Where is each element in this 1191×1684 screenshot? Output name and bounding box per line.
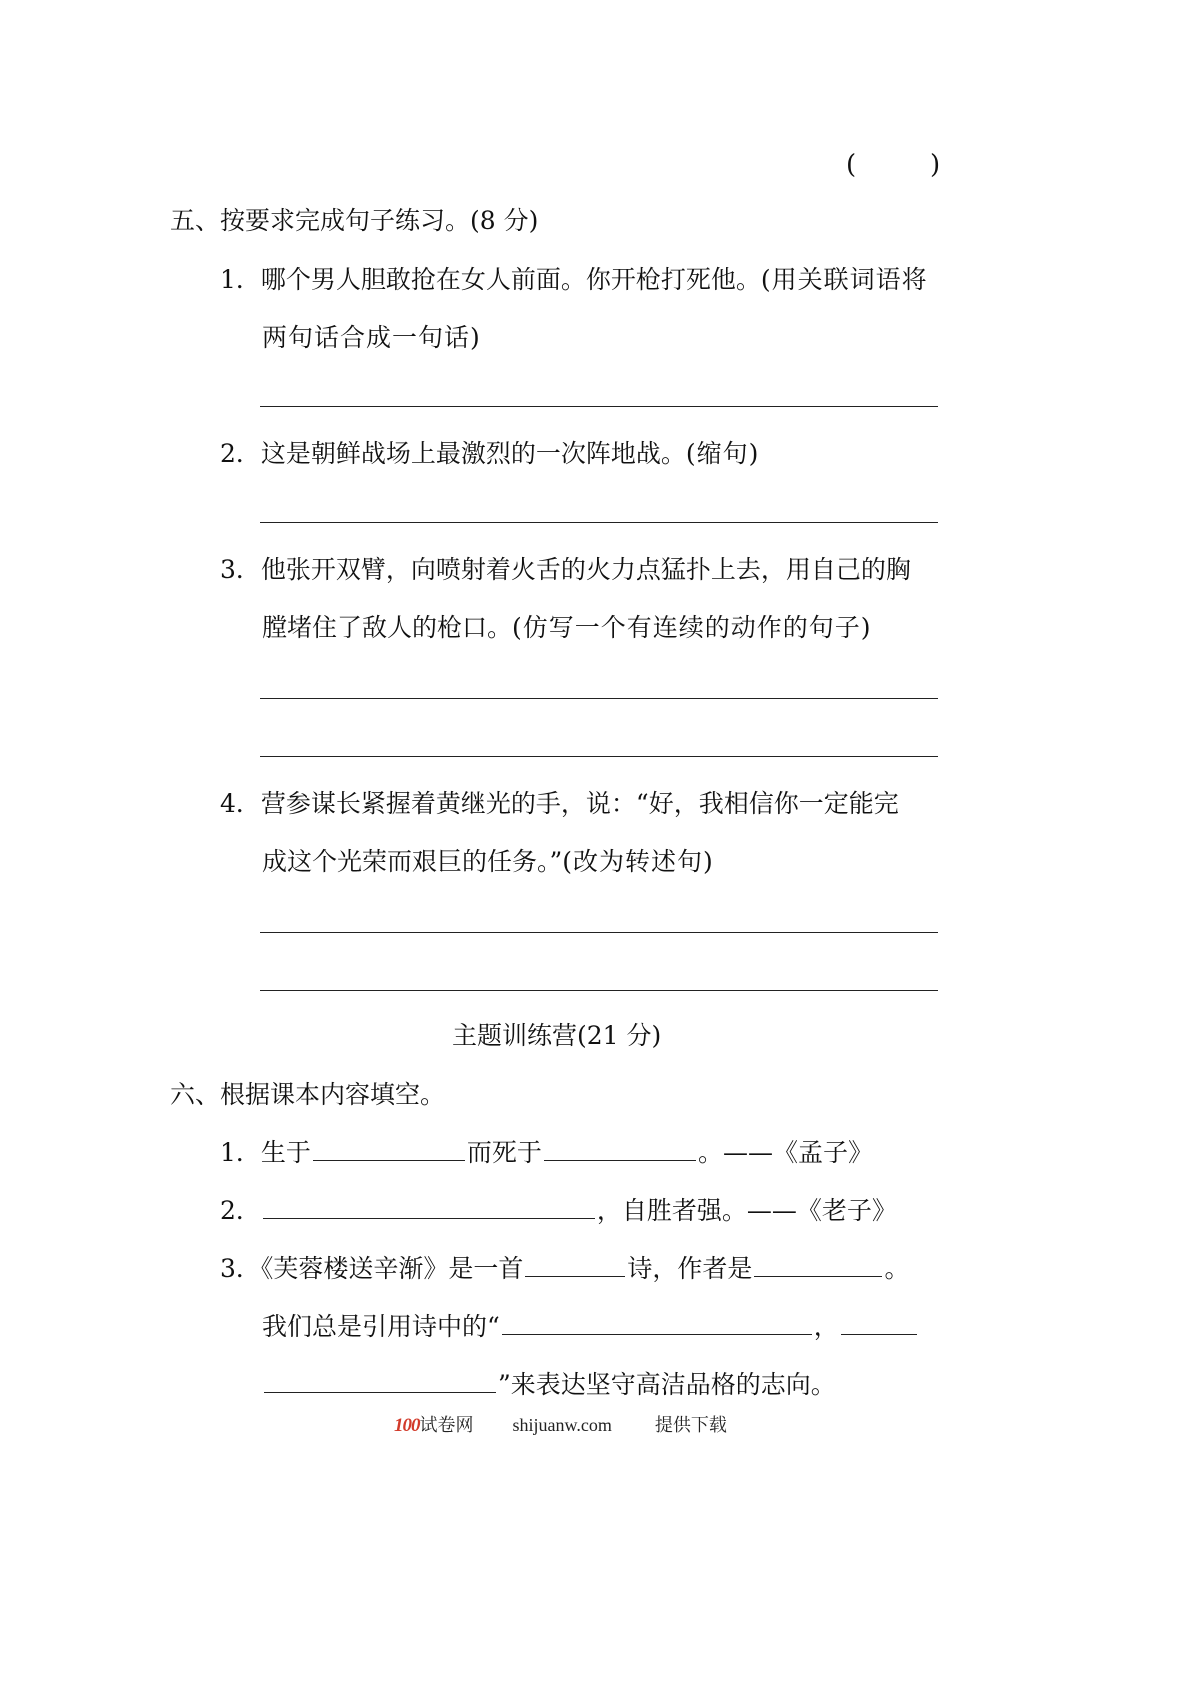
s5-item4-line1: 营参谋长紧握着黄继光的手，说：“好，我相信你一定能完 xyxy=(260,789,899,818)
s5-item1-hint: (用关联词语将 xyxy=(760,265,928,294)
s5-item4-num: 4． xyxy=(220,789,261,818)
footer-site-name: 试卷网 xyxy=(419,1415,474,1435)
s5-item1-line1: 哪个男人胆敢抢在女人前面。你开枪打死他。 xyxy=(260,265,761,294)
s6-q1-blank-2[interactable] xyxy=(544,1136,696,1161)
s6-q1-num: 1． xyxy=(220,1138,261,1167)
answer-paren-open: ( xyxy=(846,150,857,180)
section6-heading: 六、根据课本内容填空。 xyxy=(170,1080,446,1109)
s6-q3-blank-2[interactable] xyxy=(754,1252,882,1277)
s6-q3-blank-1[interactable] xyxy=(525,1252,625,1277)
s5-item1-line2: 两句话合成一句话) xyxy=(262,323,481,352)
s6-q3-a: 《芙蓉楼送辛渐》是一首 xyxy=(260,1254,524,1283)
s5-item2-line1: 这是朝鲜战场上最激烈的一次阵地战。 xyxy=(260,439,686,468)
s5-item2-answer-line[interactable] xyxy=(260,522,938,523)
s6-q3-blank-5[interactable] xyxy=(264,1368,496,1393)
footer xyxy=(394,1413,727,1438)
footer-note: 提供下载 xyxy=(654,1415,727,1435)
s5-item3-line1: 他张开双臂，向喷射着火舌的火力点猛扑上去，用自己的胸 xyxy=(260,555,911,584)
s5-item1-num: 1． xyxy=(220,265,261,294)
s5-item3-text2 xyxy=(262,610,872,646)
s5-item2-text xyxy=(220,436,759,472)
s6-q1-b: 而死于 xyxy=(466,1138,542,1167)
theme-title: 主题训练营(21 分) xyxy=(452,1021,662,1050)
s5-item3-line2: 膛堵住了敌人的枪口。 xyxy=(262,613,513,642)
s6-q3-d: 我们总是引用诗中的“ xyxy=(262,1312,500,1341)
s6-q1 xyxy=(220,1135,873,1171)
s5-item3-num: 3． xyxy=(220,555,261,584)
s6-q3-f: ”来表达坚守高洁品格的志向。 xyxy=(498,1370,836,1399)
s6-q1-c: 。——《孟子》 xyxy=(697,1138,873,1167)
answer-paren-close: ) xyxy=(930,150,941,180)
site-logo: 100 xyxy=(394,1415,420,1436)
s5-item4-answer-line-2[interactable] xyxy=(260,990,938,991)
s6-q2-blank[interactable] xyxy=(263,1194,595,1219)
s5-item1-text xyxy=(220,262,928,298)
s6-q3-b: 诗，作者是 xyxy=(627,1254,753,1283)
s5-item3-answer-line-1[interactable] xyxy=(260,698,938,699)
section5-heading: 五、按要求完成句子练习。(8 分) xyxy=(170,206,539,235)
s6-q1-blank-1[interactable] xyxy=(313,1136,465,1161)
s5-item4-hint: (改为转述句) xyxy=(562,847,714,876)
s6-q2-a: ，自胜者强。——《老子》 xyxy=(596,1196,897,1225)
s6-q3-line2 xyxy=(262,1309,919,1345)
s6-q3-num: 3． xyxy=(220,1254,261,1283)
s6-q2 xyxy=(220,1193,897,1229)
s6-q3-blank-4[interactable] xyxy=(841,1310,917,1335)
s6-q2-num: 2． xyxy=(220,1196,261,1225)
s6-q3-c: 。 xyxy=(884,1254,910,1283)
s5-item1-answer-line[interactable] xyxy=(260,406,938,407)
s5-item3-answer-line-2[interactable] xyxy=(260,756,938,757)
s5-item3-hint: (仿写一个有连续的动作的句子) xyxy=(512,613,872,642)
s6-q3-e: ， xyxy=(813,1312,839,1341)
s5-item3-text xyxy=(220,552,911,588)
s6-q3 xyxy=(220,1251,909,1287)
footer-url[interactable]: shijuanw.com xyxy=(512,1415,612,1435)
s5-item2-hint: (缩句) xyxy=(685,439,760,468)
s5-item4-answer-line-1[interactable] xyxy=(260,932,938,933)
s6-q3-line3 xyxy=(262,1367,836,1403)
s5-item4-text2 xyxy=(262,844,714,880)
s5-item4-text xyxy=(220,786,899,822)
s5-item4-line2: 成这个光荣而艰巨的任务。” xyxy=(262,847,563,876)
s5-item2-num: 2． xyxy=(220,439,261,468)
s6-q1-a: 生于 xyxy=(260,1138,311,1167)
s6-q3-blank-3[interactable] xyxy=(502,1310,812,1335)
